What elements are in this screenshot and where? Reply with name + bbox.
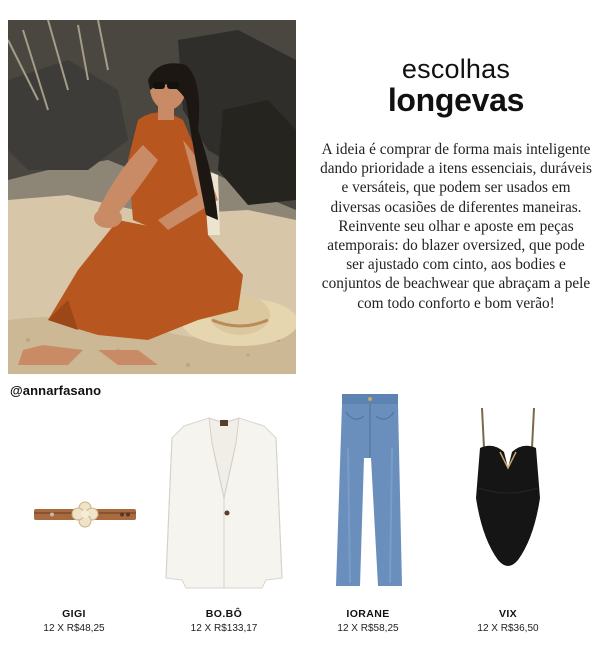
black-swimsuit-icon[interactable] (438, 388, 578, 598)
product-card-vix[interactable] (438, 388, 578, 648)
white-blazer-icon[interactable] (154, 388, 294, 598)
product-card-iorane[interactable] (298, 388, 438, 648)
blue-jeans-icon[interactable] (298, 388, 438, 598)
hero-photo (8, 20, 296, 374)
product-price: 12 X R$58,25 (337, 623, 399, 634)
photo-credit: @annarfasano (10, 383, 102, 398)
title-line-2: longevas (387, 82, 525, 118)
body-paragraph: A ideia é comprar de forma mais inteligente dando prioridade a itens essenciais, duráveis e versáteis, que podem ser usados em diversas ocasiões de diferentes maneiras. Reinvente seu olhar e aposte em peças atemporais: do blazer oversized, que pode ser ajustado com cinto, aos bodies e conjuntos de beachwear que abraçam a pele com todo conforto e bom verão! (320, 141, 592, 312)
product-brand: BO.BÔ (205, 608, 243, 620)
product-brand: IORANE (346, 608, 390, 620)
product-brand: VIX (498, 608, 518, 620)
belt-icon[interactable] (4, 388, 144, 598)
title-line-1: escolhas (401, 54, 511, 84)
product-price: 12 X R$36,50 (477, 623, 539, 634)
product-card-bobo[interactable] (154, 388, 294, 648)
product-brand: GIGI (62, 608, 86, 620)
product-price: 12 X R$133,17 (190, 623, 258, 634)
beach-woman-illustration (8, 20, 296, 374)
product-price: 12 X R$48,25 (43, 623, 105, 634)
product-card-gigi[interactable] (4, 388, 144, 648)
